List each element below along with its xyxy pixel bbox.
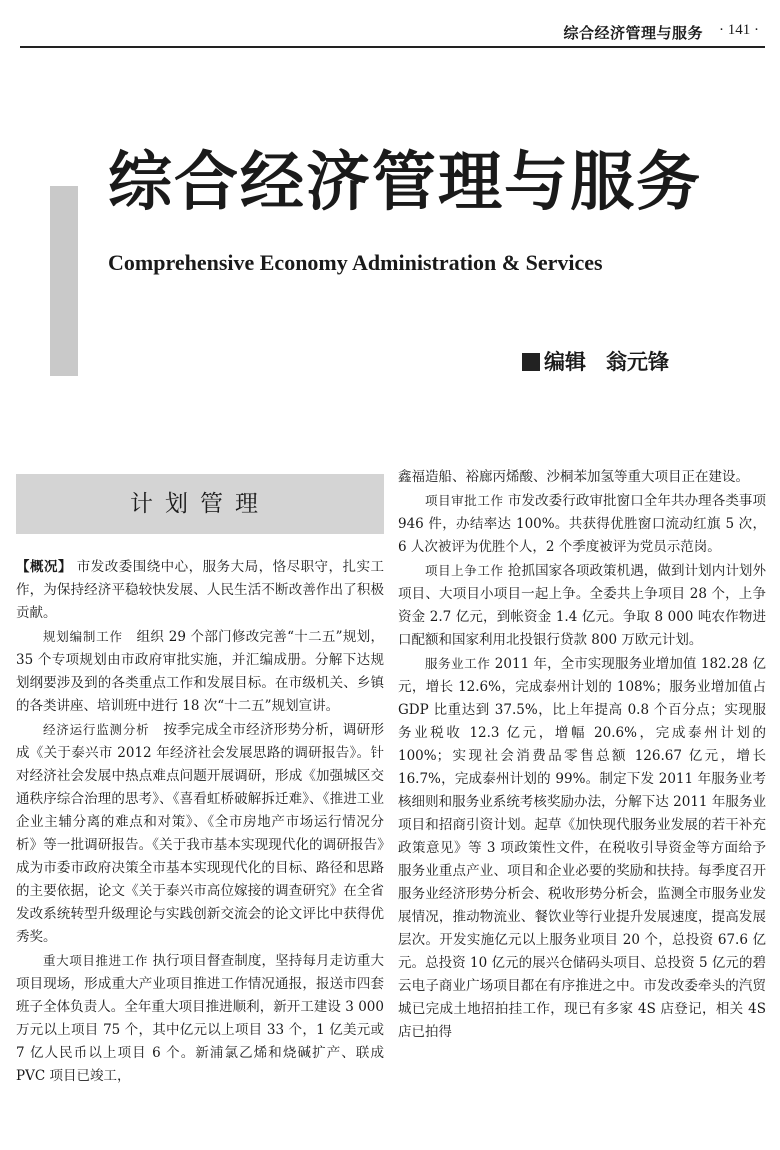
editor-label: 编辑 — [544, 349, 586, 374]
editor-name: 翁元锋 — [606, 349, 669, 374]
paragraph-monitoring — [16, 718, 384, 949]
section-title-en: Comprehensive Economy Administration & Services — [108, 250, 603, 275]
paragraph-lead: 重大项目推进工作 — [43, 953, 149, 968]
decorative-side-bar — [50, 186, 78, 376]
paragraph-lead: 服务业工作 — [425, 656, 491, 671]
paragraph-text: 抢抓国家各项政策机遇，做到计划内计划外项目、大项目小项目一起上争。全委共上争项目 28 个，上争资金 2.7 亿元，到帐资金 1.4 亿元。争取 8 000 吨农作物进口配额和国家利用北投银行贷款 800 万欧元计划。 — [398, 563, 766, 648]
category-banner: 计划管理 — [16, 474, 384, 534]
paragraph-text: 2011 年，全市实现服务业增加值 182.28 亿元，增长 12.6%，完成泰州计划的 108%；服务业增加值占 GDP 比重达到 37.5%，比上年提高 0.8 个百分点；实现服务业税收 12.3 亿元，增幅 20.6%，完成泰州计划的 100%；实现社会消费品零售总额 126.67 亿元，增长 16.7%，完成泰州计划的 99%。制定下发 2011 年服务业考核细则和服务业系统考核奖励办法，分解下达 2011 年服务业项目和招商引资计划。起草《加快现代服务业发展的若干补充政策意见》等 3 项政策性文件，在税收引导资金等方面给予服务业重点产业、项目和企业必要的奖励和扶持。每季度召开服务业经济形势分析会、税收形势分析会，监测全市服务业发展情况，推动物流业、餐饮业等行业提升发展速度，提高发展层次。开发实施亿元以上服务业项目 20 个，总投资 67.6 亿元。总投资 10 亿元的展兴仓储码头项目、总投资 5 亿元的碧云电子商业广场项目都在有序推进之中。市发改委牵头的汽贸城已完成土地招拍挂工作，现已有多家 4S 店登记，相关 4S 店已拍得 — [398, 656, 766, 1040]
paragraph-approval — [398, 489, 766, 559]
left-column — [16, 466, 384, 1088]
paragraph-text: 组织 29 个部门修改完善“十二五”规划，35 个专项规划由市政府审批实施，并汇编成册。分解下达规划纲要涉及到的各类重点工作和发展目标。在市级机关、乡镇的各类讲座、培训班中进行 18 次“十二五”规划宣讲。 — [16, 629, 384, 714]
paragraph-text: 市发改委行政审批窗口全年共办理各类事项 946 件，办结率达 100%。共获得优胜窗口流动红旗 5 次，6 人次被评为优胜个人，2 个季度被评为党员示范岗。 — [398, 493, 766, 555]
paragraph-text: 按季完成全市经济形势分析，调研形成《关于泰兴市 2012 年经济社会发展思路的调研报告》。针对经济社会发展中热点难点问题开展调研，形成《加强城区交通秩序综合治理的思考》、《喜看虹桥破解拆迁难》、《推进工业企业主辅分离的难点和对策》、《全市房地产市场运行情况分析》等一批调研报告。《关于我市基本实现现代化的调研报告》成为市委市政府决策全市基本实现现代化的目标、路径和思路的主要依据，论文《关于泰兴市高位嫁接的调查研究》在全省发改系统转型升级理论与实践创新交流会的论文评比中获得优秀奖。 — [16, 722, 384, 945]
paragraph-text: 鑫福造船、裕廊丙烯酸、沙桐苯加氢等重大项目正在建设。 — [398, 469, 749, 485]
paragraph-planning — [16, 625, 384, 718]
paragraph-lead: 项目上争工作 — [425, 563, 504, 578]
running-header — [20, 18, 765, 48]
paragraph-lead: 经济运行监测分析 — [43, 722, 150, 737]
running-header-section: 综合经济管理与服务 — [563, 24, 703, 42]
page-number: · 141 · — [719, 22, 759, 38]
paragraph-continuation — [398, 466, 766, 489]
editor-credit — [522, 346, 669, 376]
overview-paragraph — [16, 556, 384, 625]
paragraph-lead: 项目审批工作 — [425, 493, 504, 508]
overview-label: 【概况】 — [16, 559, 72, 575]
right-column — [398, 466, 766, 1044]
paragraph-lead: 规划编制工作 — [43, 629, 123, 644]
section-title-zh: 综合经济管理与服务 — [108, 145, 702, 220]
square-bullet-icon — [522, 353, 540, 371]
overview-text: 市发改委围绕中心，服务大局，恪尽职守，扎实工作，为保持经济平稳较快发展、人民生活不断改善作出了积极贡献。 — [16, 559, 385, 621]
paragraph-services — [398, 652, 766, 1044]
paragraph-major-projects — [16, 949, 384, 1088]
paragraph-text: 执行项目督查制度，坚持每月走访重大项目现场，形成重大产业项目推进工作情况通报，报送市四套班子全体负责人。全年重大项目推进顺利，新开工建设 3 000 万元以上项目 75 个，其中亿元以上项目 33 个，1 亿美元或 7 亿人民币以上项目 6 个。新浦氯乙烯和烧碱扩产、联成 PVC 项目已竣工， — [16, 953, 384, 1084]
paragraph-funding — [398, 559, 766, 652]
